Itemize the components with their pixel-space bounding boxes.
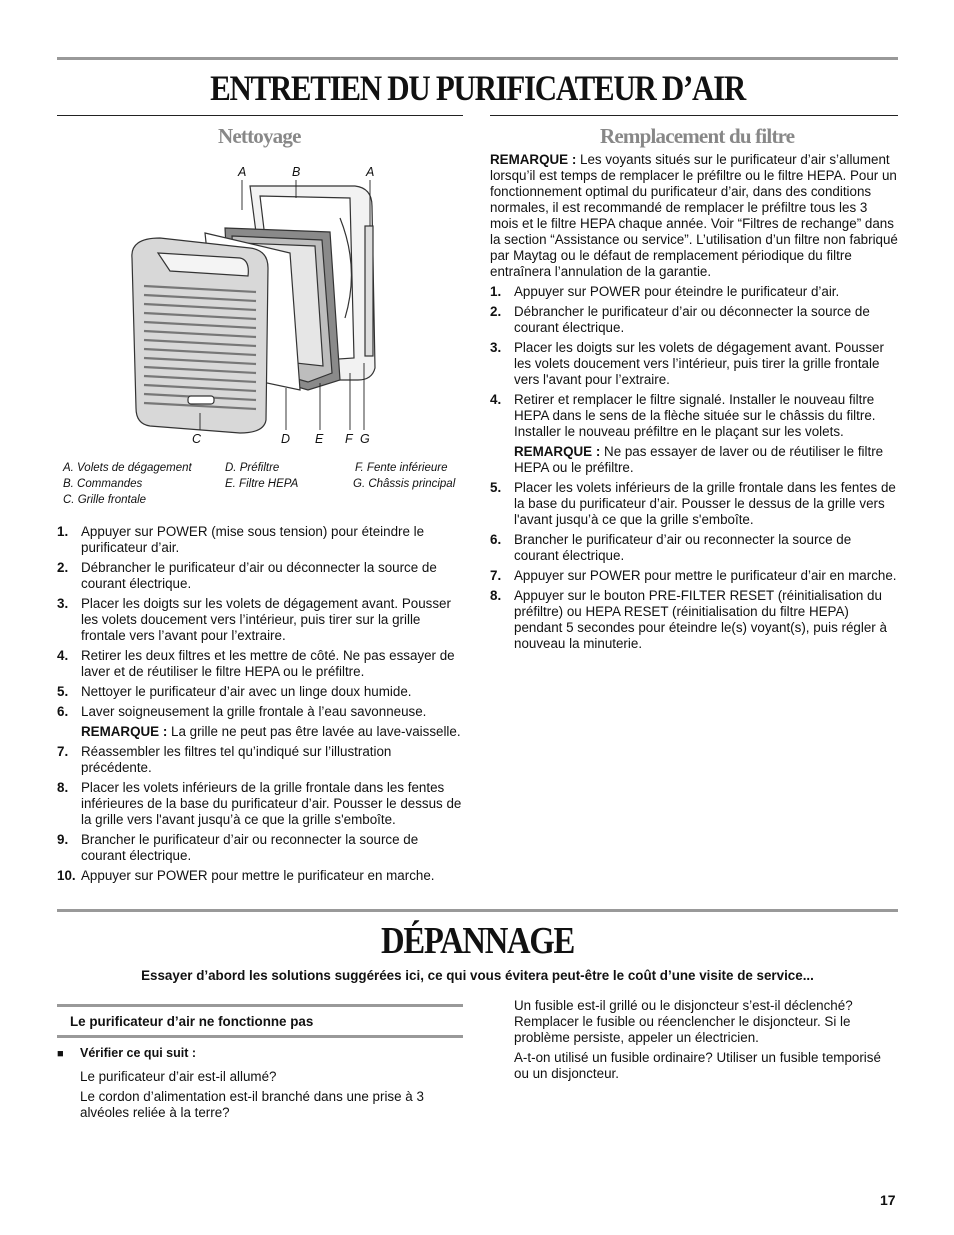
cleaning-steps: [57, 524, 463, 888]
filter-heading: Remplacement du filtre: [600, 124, 795, 148]
legend-e: E. Filtre HEPA: [225, 478, 299, 490]
air-purifier-diagram: [110, 158, 450, 453]
label-g: G: [360, 432, 370, 446]
list-item: 8. Appuyer sur le bouton PRE-FILTER RESET (réinitialisation du préfiltre) ou HEPA RESET (réinitialisation du filtre HEPA) pendant 5 secondes pour éteindre le(s) voyant(s), puis régler à nouveau la minuterie.: [490, 588, 887, 651]
check-item: A-t-on utilisé un fusible ordinaire? Utiliser un fusible temporisé ou un disjoncteur.: [514, 1050, 881, 1081]
problem-bar-bottom: [57, 1035, 463, 1038]
list-item: 7. Réassembler les filtres tel qu’indiqué sur l’illustration précédente.: [57, 744, 392, 775]
problem-bar-top: [57, 1004, 463, 1007]
label-f: F: [345, 432, 353, 446]
check-item: Le cordon d’alimentation est-il branché dans une prise à 3 alvéoles reliée à la terre?: [80, 1089, 424, 1120]
label-a-left: A: [238, 165, 247, 179]
list-item: 1. Appuyer sur POWER (mise sous tension) pour éteindre le purificateur d’air.: [57, 524, 425, 555]
right-column-rule: [490, 115, 898, 116]
maintenance-title: ENTRETIEN DU PURIFICATEUR D’AIR: [210, 68, 745, 108]
list-item: 8. Placer les volets inférieurs de la grille frontale dans les fentes inférieures de la base du purificateur d’air. Pousser le dessus de la grille vers l'avant jusqu’à ce que la grille s'emboîte.: [57, 780, 462, 827]
legend-a: A. Volets de dégagement: [63, 462, 192, 474]
label-b: B: [292, 165, 301, 179]
list-item: 3. Placer les doigts sur les volets de dégagement avant. Pousser les volets doucement vers l’intérieur, puis tirer la grille frontale vers l'avant pour l’extraire.: [490, 340, 884, 387]
cleaning-heading: Nettoyage: [218, 124, 301, 148]
list-item: 6. Laver soigneusement la grille frontale à l’eau savonneuse.: [57, 704, 427, 719]
troubleshooting-intro: Essayer d’abord les solutions suggérées ici, ce qui vous évitera peut-être le coût d’une visite de service...: [141, 968, 814, 983]
label-c: C: [192, 432, 202, 446]
list-item: 2. Débrancher le purificateur d’air ou déconnecter la source de courant électrique.: [57, 560, 437, 591]
filter-intro: REMARQUE : Les voyants situés sur le purificateur d’air s’allument lorsqu’il est temps de remplacer le préfiltre ou le filtre HEPA. Pour un fonctionnement optimal du purificateur d’air, dans des conditions normales, il est recommandé de remplacer le préfiltre tous les 3 mois et le filtre HEPA chaque année. Voir “Filtres de rechange” dans la section “Assistance ou service”. L’utilisation d’un filtre non fabriqué par Maytag ou le défaut de remplacement périodique du filtre entraînera l’annulation de la garantie.: [490, 152, 898, 279]
list-item: 5. Nettoyer le purificateur d’air avec un linge doux humide.: [57, 684, 412, 699]
label-d: D: [281, 432, 291, 446]
legend-b: B. Commandes: [63, 478, 143, 490]
list-item: 7. Appuyer sur POWER pour mettre le purificateur d’air en marche.: [490, 568, 897, 583]
page-number: 17: [880, 1192, 896, 1208]
troubleshooting-rule: [57, 909, 898, 912]
top-rule: [57, 57, 898, 60]
legend-g: G. Châssis principal: [353, 478, 456, 490]
list-item: 4. Retirer les deux filtres et les mettre de côté. Ne pas essayer de laver et de réutiliser le filtre HEPA ou le préfiltre.: [57, 648, 455, 679]
list-item: 3. Placer les doigts sur les volets de dégagement avant. Pousser les volets doucement vers l’intérieur, puis tirer sur la grille frontale vers l’avant pour l’extraire.: [57, 596, 451, 643]
left-column-rule: [57, 115, 463, 116]
right-checks: [514, 998, 894, 1082]
check-item: Un fusible est-il grillé ou le disjoncteur s’est-il déclenché? Remplacer le fusible ou réenclencher le disjoncteur. Si le problème persiste, appeler un électricien.: [514, 998, 853, 1045]
front-grille-drawing: [132, 238, 268, 433]
legend-f: F. Fente inférieure: [355, 462, 448, 474]
left-checks: [80, 1069, 450, 1121]
list-item: 6. Brancher le purificateur d’air ou reconnecter la source de courant électrique.: [490, 532, 852, 563]
check-item: Le purificateur d’air est-il allumé?: [80, 1069, 277, 1084]
troubleshooting-title: DÉPANNAGE: [381, 920, 574, 962]
problem-heading: Le purificateur d’air ne fonctionne pas: [70, 1014, 314, 1029]
check-label: Vérifier ce qui suit :: [80, 1046, 197, 1060]
legend-d: D. Préfiltre: [225, 462, 280, 474]
check-bullet: ■: [57, 1048, 64, 1060]
list-item: 10. Appuyer sur POWER pour mettre le purificateur en marche.: [57, 868, 435, 883]
list-item: 2. Débrancher le purificateur d’air ou déconnecter la source de courant électrique.: [490, 304, 870, 335]
label-e: E: [315, 432, 324, 446]
list-item: 5. Placer les volets inférieurs de la grille frontale dans les fentes de la base du purificateur d’air. Pousser le dessus de la grille vers l'avant jusqu’à ce que la grille s'emboîte.: [490, 480, 896, 527]
label-a-right: A: [366, 165, 375, 179]
legend-c: C. Grille frontale: [63, 494, 147, 506]
filter-note: REMARQUE : Ne pas essayer de laver ou de réutiliser le filtre HEPA ou le préfiltre.: [514, 444, 884, 475]
cleaning-note: REMARQUE : La grille ne peut pas être lavée au lave-vaisselle.: [81, 724, 461, 739]
list-item: 1. Appuyer sur POWER pour éteindre le purificateur d’air.: [490, 284, 840, 299]
list-item: 4. Retirer et remplacer le filtre signalé. Installer le nouveau filtre HEPA dans le sens de la flèche située sur le châssis du filtre. Installer le nouveau préfiltre en le plaçant sur les volets.: [490, 392, 876, 439]
list-item: 9. Brancher le purificateur d’air ou reconnecter la source de courant électrique.: [57, 832, 419, 863]
filter-section: [490, 152, 898, 656]
